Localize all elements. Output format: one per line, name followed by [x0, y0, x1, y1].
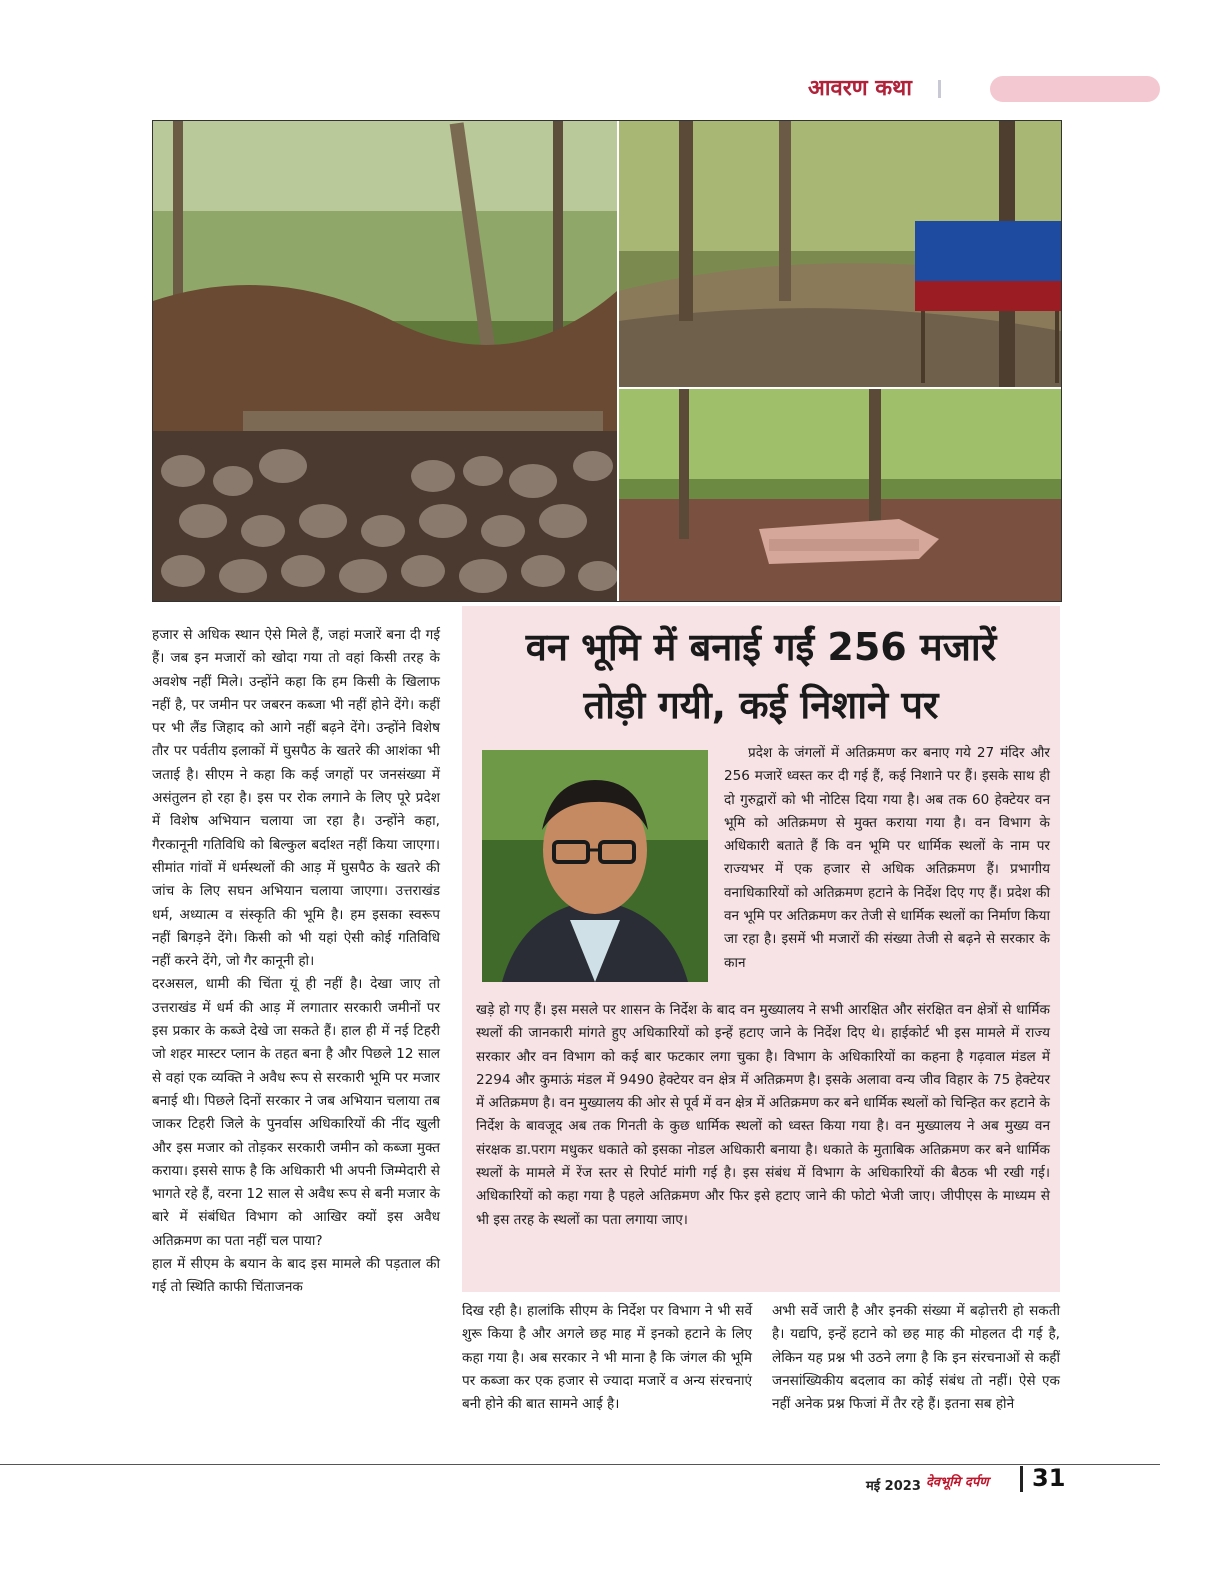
lead-paragraph-full-width: खड़े हो गए हैं। इस मसले पर शासन के निर्देश के बाद वन मुख्यालय ने सभी आरक्षित और संरक्षित वन क्षेत्रों से धार्मिक स्थलों की जानकारी मांगते हुए अधिकारियों को इन्हें हटाए जाने के निर्देश दिए थे। हाईकोर्ट भी इस मामले में राज्य सरकार और वन विभाग को कई बार फटकार लगा चुका है। विभाग के अधिकारियों का कहना है गढ़वाल मंडल में 2294 और कुमाऊं मंडल में 9490 हेक्टेयर वन क्षेत्र में अतिक्रमण है। इसके अलावा वन्य जीव विहार के 75 हेक्टेयर में अतिक्रमण है। वन मुख्यालय की ओर से पूर्व में वन क्षेत्र में अतिक्रमण कर बने धार्मिक स्थलों को चिन्हित कर हटाने के निर्देश के बावजूद अब तक गिनती के कुछ धार्मिक स्थलों को ध्वस्त किया गया है। वन मुख्यालय ने अब मुख्य वन संरक्षक डा.पराग मधुकर धकाते को इसका नोडल अधिकारी बनाया है। धकाते के मुताबिक अतिक्रमण कर बने धार्मिक स्थलों के मामले में रेंज स्तर से रिपोर्ट मांगी गई है। इस संबंध में विभाग के अधिकारियों की बैठक भी रखी गई। अधिकारियों को कहा गया है पहले अतिक्रमण और फिर इसे हटाए जाने की फोटो भेजी जाए। जीपीएस के माध्यम से भी इस तरह के स्थलों का पता लगाया जाए। [476, 1002, 1051, 1228]
footer-rule [0, 1464, 1160, 1465]
bottom-column-1-text: दिख रही है। हालांकि सीएम के निर्देश पर विभाग ने भी सर्वे शुरू किया है और अगले छह माह में इनको हटाने के लिए कहा गया है। अब सरकार ने भी माना है कि जंगल की भूमि पर कब्जा कर एक हजार से ज्यादा मजारें व अन्य संरचनाएं बनी होने की बात सामने आई है। [462, 1303, 752, 1413]
section-label: आवरण कथा [808, 76, 912, 101]
bottom-column-2-text: अभी सर्वे जारी है और इनकी संख्या में बढ़ोत्तरी हो सकती है। यद्यपि, इन्हें हटाने को छह माह की मोहलत दी गई है, लेकिन यह प्रश्न भी उठने लगा है कि इन संरचनाओं से कहीं जनसांख्यिकीय बदलाव का कोई संबंध तो नहीं। ऐसे एक नहीं अनेक प्रश्न फिजां में तैर रहे हैं। इतना सब होने [772, 1303, 1060, 1413]
issue-date: मई 2023 [866, 1479, 921, 1494]
photo-collage [152, 120, 1062, 602]
lead-paragraph-right: प्रदेश के जंगलों में अतिक्रमण कर बनाए गये 27 मंदिर और 256 मजारें ध्वस्त कर दी गई हैं, कई निशाने पर हैं। इसके साथ ही दो गुरुद्वारों को भी नोटिस दिया गया है। अब तक 60 हेक्टेयर वन भूमि को अतिक्रमण से मुक्त कराया गया है। वन विभाग के अधिकारी बताते हैं कि वन भूमि पर धार्मिक स्थलों के नाम पर राज्यभर में एक हजार से अधिक अतिक्रमण हैं। प्रभागीय वनाधिकारियों को अतिक्रमण हटाने के निर्देश दिए गए हैं। प्रदेश की वन भूमि पर अतिक्रमण कर तेजी से धार्मिक स्थलों का निर्माण किया जा रहा है। इसमें भी मजारों की संख्या तेजी से बढ़ने से सरकार के कान [724, 745, 1050, 971]
official-portrait-photo [482, 750, 708, 982]
headline-line-1: वन भूमि में बनाई गईं 256 मजारें [525, 625, 997, 669]
ruined-platform-photo [619, 389, 1061, 601]
forest-sign-photo [619, 121, 1061, 387]
magazine-brand: देवभूमि दर्पण [926, 1475, 989, 1490]
green-mazar-photo [153, 121, 617, 601]
page-number: 31 [1032, 1464, 1066, 1492]
section-divider [938, 80, 941, 98]
article-headline [462, 618, 1060, 734]
section-pill-decoration [990, 76, 1160, 102]
headline-line-2: तोड़ी गयी, कई निशाने पर [583, 683, 939, 727]
left-column-text: हजार से अधिक स्थान ऐसे मिले हैं, जहां मजारें बना दी गई हैं। जब इन मजारों को खोदा गया तो वहां किसी तरह के अवशेष नहीं मिले। उन्होंने कहा कि हम किसी के खिलाफ नहीं है, पर जमीन पर जबरन कब्जा भी नहीं होने देंगे। कहीं पर भी लैंड जिहाद को आगे नहीं बढ़ने देंगे। उन्होंने विशेष तौर पर पर्वतीय इलाकों में घुसपैठ के खतरे की आशंका भी जताई है। सीएम ने कहा कि कई जगहों पर जनसंख्या में असंतुलन हो रहा है। इस पर रोक लगाने के लिए पूरे प्रदेश में विशेष अभियान चलाया जा रहा है। उन्होंने कहा, गैरकानूनी गतिविधि को बिल्कुल बर्दाश्त नहीं किया जाएगा। सीमांत गांवों में धर्मस्थलों की आड़ में घुसपैठ के खतरे की जांच के लिए सघन अभियान चलाया जाएगा। उत्तराखंड धर्म, अध्यात्म व संस्कृति की भूमि है। हम इसका स्वरूप नहीं बिगड़ने देंगे। किसी को भी यहां ऐसी कोई गतिविधि नहीं करने देंगे, जो गैर कानूनी हो। दरअसल, धामी की चिंता यूं ही नहीं है। देखा जाए तो उत्तराखंड में धर्म की आड़ में लगातार सरकारी जमीनों पर इस प्रकार के कब्जे देखे जा सकते हैं। हाल ही में नई टिहरी जो शहर मास्टर प्लान के तहत बना है और पिछले 12 साल से वहां एक व्यक्ति ने अवैध रूप से सरकारी भूमि पर मजार बनाई थी। पिछले दिनों सरकार ने जब अभियान चलाया तब जाकर टिहरी जिले के पुनर्वास अधिकारियों की नींद खुली और इस मजार को तोड़कर सरकारी जमीन को कब्जा मुक्त कराया। इससे साफ है कि अधिकारी भी अपनी जिम्मेदारी से भागते रहे हैं, वरना 12 साल से अवैध रूप से बनी मजार के बारे में संबंधित विभाग को आखिर क्यों इस अवैध अतिक्रमण का पता नहीं चल पाया? हाल में सीएम के बयान के बाद इस मामले की पड़ताल की गई तो स्थिति काफी चिंताजनक [152, 627, 440, 1296]
footer-separator [1020, 1466, 1023, 1492]
